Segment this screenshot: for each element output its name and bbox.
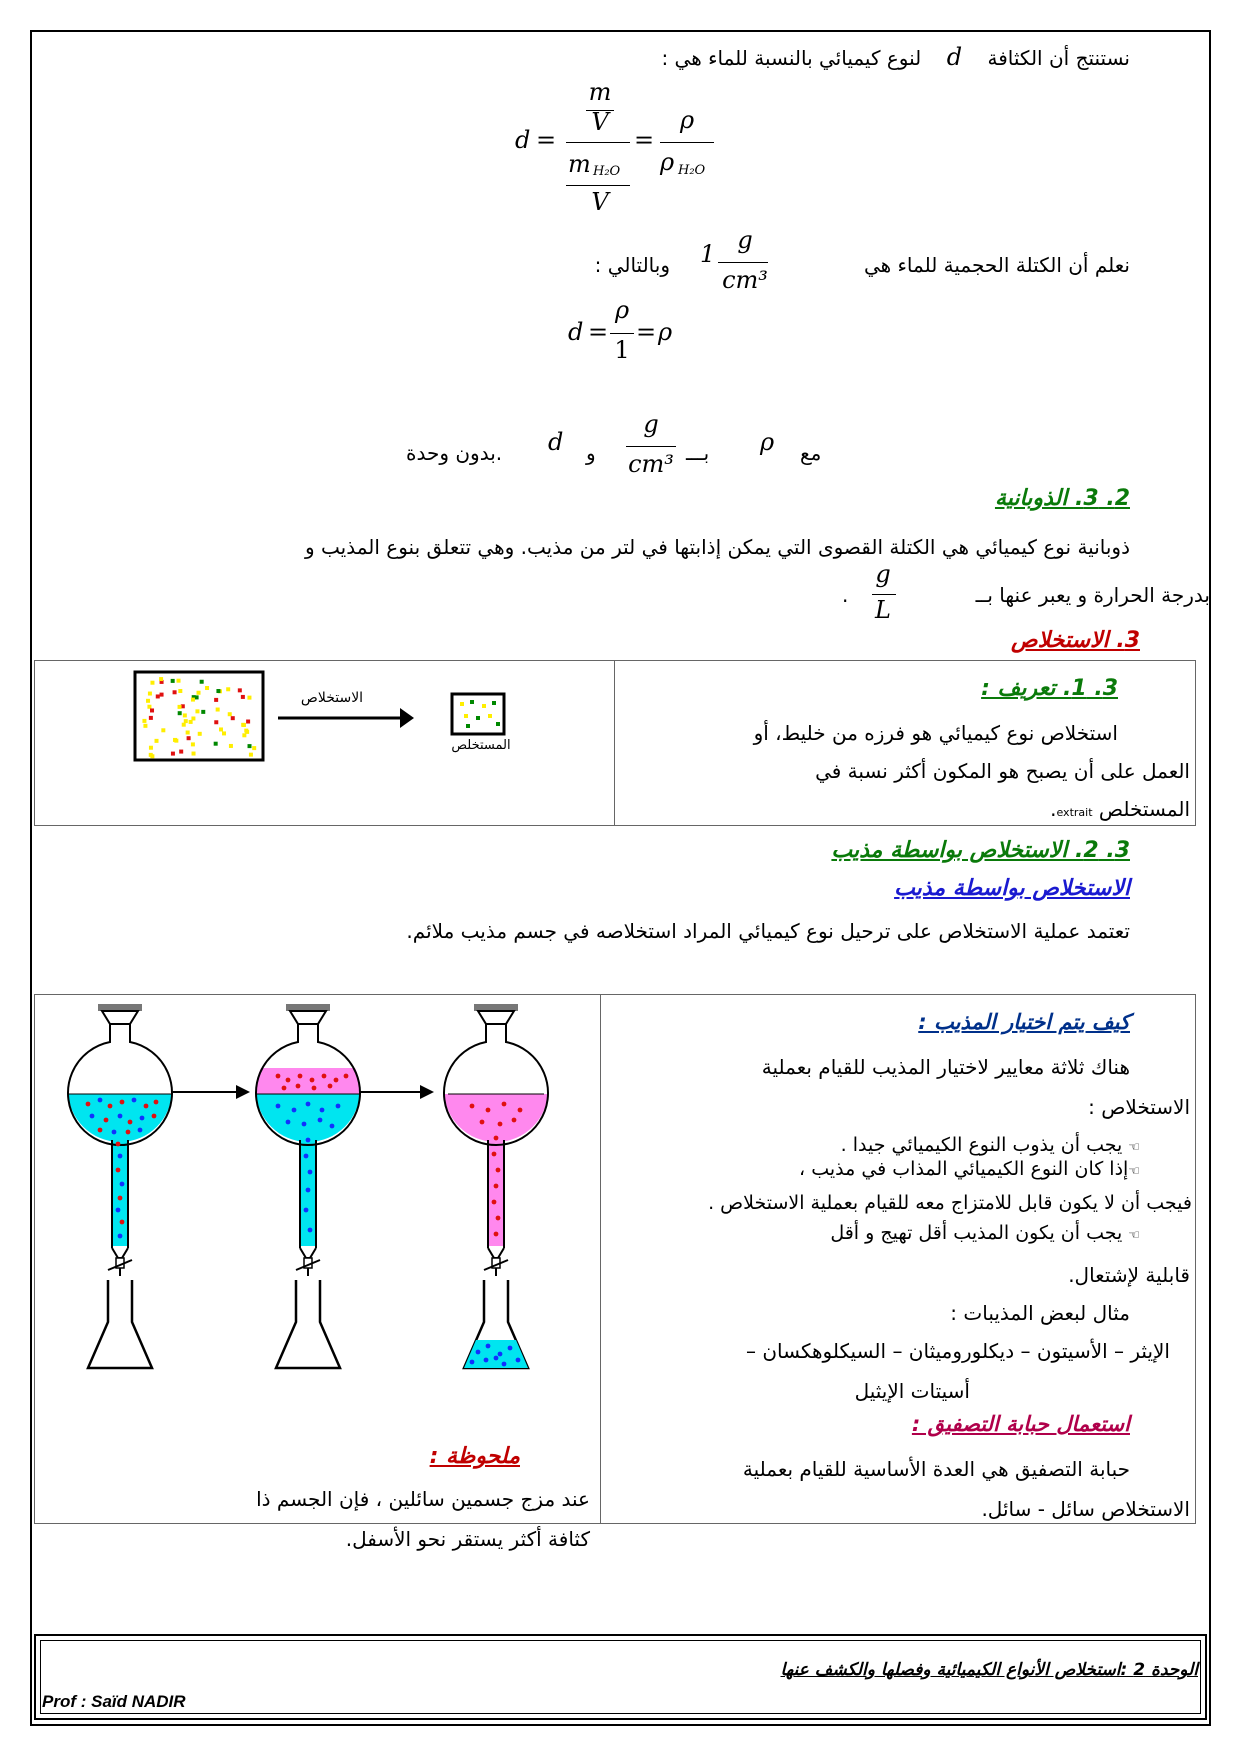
diagram-arrow-label: الاستخلاص: [300, 690, 364, 706]
simplified-rho-num: ρ: [614, 296, 630, 324]
formula-eq1: =: [536, 126, 557, 154]
particle: [177, 679, 181, 683]
molecule: [104, 1118, 109, 1123]
particle: [229, 744, 233, 748]
particle: [142, 719, 146, 723]
particle: [187, 736, 191, 740]
molecule: [116, 1142, 121, 1147]
molecule: [480, 1120, 485, 1125]
funnels-group: [68, 1004, 548, 1368]
criterion-2: [610, 1158, 1140, 1183]
particle: [464, 714, 468, 718]
particle: [228, 712, 232, 716]
formula-V: V: [591, 108, 609, 136]
criterion-3: [610, 1222, 1140, 1247]
molecule: [492, 1152, 497, 1157]
molecule: [98, 1098, 103, 1103]
extraction-diagram: [120, 664, 540, 774]
arrowhead-icon: [420, 1085, 434, 1099]
molecule: [298, 1074, 303, 1079]
formula-rho: ρ: [679, 106, 695, 134]
particle: [155, 739, 159, 743]
formula-V2: V: [591, 188, 609, 216]
particle: [173, 690, 177, 694]
criterion-3-cont: قابلية لإشتعال.: [1068, 1263, 1190, 1287]
examples-title: مثال لبعض المذيبات :: [950, 1301, 1130, 1325]
sol-unit-L: L: [875, 596, 891, 624]
molecule: [330, 1124, 335, 1129]
formula-eq2: =: [634, 126, 655, 154]
solvent-choice-intro2: الاستخلاص :: [1088, 1095, 1190, 1119]
molecule: [486, 1344, 491, 1349]
molecule: [318, 1118, 323, 1123]
molecule: [334, 1078, 339, 1083]
molecule: [98, 1128, 103, 1133]
molecule: [118, 1154, 123, 1159]
solvent-extraction-text: تعتمد عملية الاستخلاص على ترحيل نوع كيميائي المراد استخلاصه في جسم مذيب ملائم.: [406, 919, 1130, 943]
particle: [226, 687, 230, 691]
extrait-dot: .: [1050, 797, 1057, 821]
molecule: [86, 1102, 91, 1107]
molecule: [508, 1346, 513, 1351]
separatory-funnel: [256, 1004, 360, 1368]
particle: [241, 695, 245, 699]
molecule: [138, 1128, 143, 1133]
solvent-choice-intro1: هناك ثلاثة معايير لاختيار المذيب للقيام بعملية: [761, 1055, 1130, 1079]
simplified-one: 1: [614, 336, 630, 364]
particle: [460, 702, 464, 706]
solubility-line2: بدرجة الحرارة و يعبر عنها بــ: [975, 583, 1210, 607]
molecule: [320, 1108, 325, 1113]
pointing-hand-icon: ☜: [1128, 1140, 1140, 1155]
molecule: [494, 1136, 499, 1141]
molecule: [292, 1108, 297, 1113]
molecule: [496, 1216, 501, 1221]
particle: [247, 696, 251, 700]
definition-line3: [620, 790, 1190, 832]
note-line2: كثافة أكثر يستقر نحو الأسفل.: [345, 1527, 590, 1551]
units-rho: ρ: [760, 428, 775, 456]
molecule: [116, 1208, 121, 1213]
mixture-box: [135, 672, 263, 760]
particle: [205, 686, 209, 690]
particle: [242, 733, 246, 737]
molecule: [144, 1104, 149, 1109]
molecule: [502, 1102, 507, 1107]
molecule: [140, 1116, 145, 1121]
definition-table-divider: [614, 660, 615, 826]
molecule: [120, 1182, 125, 1187]
molecule: [304, 1154, 309, 1159]
definition-line1: استخلاص نوع كيميائي هو فرزه من خليط، أو: [753, 721, 1118, 745]
particle: [186, 730, 190, 734]
water-density-label: نعلم أن الكتلة الحجمية للماء هي: [863, 253, 1130, 277]
molecule: [494, 1184, 499, 1189]
particle: [149, 753, 153, 757]
molecule: [108, 1104, 113, 1109]
particle: [201, 710, 205, 714]
molecule: [308, 1228, 313, 1233]
particle: [248, 744, 252, 748]
particle: [161, 728, 165, 732]
molecule: [336, 1104, 341, 1109]
molecule: [498, 1352, 503, 1357]
examples-line2: أسيتات الإيثيل: [854, 1379, 970, 1403]
solubility-heading: 2. 3. الذوبانية: [994, 486, 1130, 511]
molecule: [494, 1356, 499, 1361]
criterion-2-text: إذا كان النوع الكيميائي المذاب في مذيب ،: [799, 1158, 1129, 1180]
particle: [476, 716, 480, 720]
particle: [482, 704, 486, 708]
density-intro-rest: لنوع كيميائي بالنسبة للماء هي :: [661, 46, 922, 70]
simplified-d: d: [568, 318, 584, 346]
molecule: [498, 1122, 503, 1127]
molecule: [112, 1130, 117, 1135]
particle: [171, 752, 175, 756]
simplified-eq2: =: [636, 318, 657, 346]
particle: [178, 705, 182, 709]
simplified-eq1: =: [588, 318, 609, 346]
molecule: [516, 1358, 521, 1363]
molecule: [308, 1170, 313, 1175]
molecule: [496, 1168, 501, 1173]
molecule: [344, 1074, 349, 1079]
molecule: [492, 1200, 497, 1205]
note-heading: ملحوظة :: [429, 1444, 520, 1469]
molecule: [304, 1208, 309, 1213]
funnel-line2: الاستخلاص سائل - سائل.: [981, 1497, 1190, 1521]
formula-rho-h2o-sub: H₂O: [678, 163, 706, 178]
molecule: [276, 1074, 281, 1079]
note-line1: عند مزج جسمين سائلين ، فإن الجسم ذا: [256, 1487, 590, 1511]
molecule: [116, 1168, 121, 1173]
particle: [183, 713, 187, 717]
particle: [488, 714, 492, 718]
particle: [182, 723, 186, 727]
particle: [184, 719, 188, 723]
molecule: [120, 1220, 125, 1225]
density-intro-text: نستنتج أن الكثافة: [987, 46, 1130, 70]
molecule: [518, 1108, 523, 1113]
particle: [238, 688, 242, 692]
funnel-line1: حبابة التصفيق هي العدة الأساسية للقيام بعملية: [742, 1457, 1130, 1481]
molecule: [154, 1100, 159, 1105]
particle: [149, 716, 153, 720]
extraction-heading: 3. الاستخلاص: [1011, 628, 1140, 653]
and-text: و: [586, 441, 596, 465]
molecule: [512, 1118, 517, 1123]
solubility-end-dot: .: [842, 583, 849, 607]
molecule: [90, 1114, 95, 1119]
particle: [143, 724, 147, 728]
molecule: [486, 1108, 491, 1113]
extract-box: [452, 694, 504, 734]
molecule: [286, 1120, 291, 1125]
molecule: [306, 1102, 311, 1107]
funnel-heading: استعمال حبابة التصفيق :: [911, 1412, 1130, 1436]
molecule: [118, 1114, 123, 1119]
diagram-result-label: المستخلص: [451, 738, 511, 753]
formula-m-h2o: m: [568, 150, 591, 178]
particle: [148, 692, 152, 696]
particle: [189, 720, 193, 724]
particle: [178, 711, 182, 715]
molecule: [306, 1188, 311, 1193]
molecule: [484, 1358, 489, 1363]
molecule: [276, 1104, 281, 1109]
solvent-extraction-heading: 3. 2. الاستخلاص بواسطة مذيب: [831, 838, 1130, 863]
arrowhead-icon: [236, 1085, 250, 1099]
particle: [249, 753, 253, 757]
criterion-1-text: يجب أن يذوب النوع الكيميائي جيدا .: [840, 1134, 1123, 1156]
one-value: 1: [700, 240, 716, 268]
particle: [197, 691, 201, 695]
units-g: g: [643, 410, 659, 438]
molecule: [312, 1086, 317, 1091]
particle: [466, 724, 470, 728]
particle: [147, 705, 151, 709]
with-unit-text: بـــ: [686, 441, 710, 465]
unitless-text: بدون وحدة.: [406, 441, 503, 465]
solubility-line1: ذوبانية نوع كيميائي هي الكتلة القصوى التي يمكن إذابتها في لتر من مذيب. وهي تتعلق بنوع المذيب و: [305, 535, 1130, 559]
formula-rho-h2o: ρ: [660, 148, 675, 176]
particle: [246, 720, 250, 724]
simplified-rho: ρ: [658, 318, 673, 346]
solvent-choice-heading: كيف يتم اختيار المذيب :: [918, 1010, 1130, 1034]
symbol-d: d: [946, 43, 963, 71]
molecule: [118, 1196, 123, 1201]
unit-g: g: [737, 226, 753, 254]
solvent-table-divider: [600, 994, 601, 1524]
molecule: [306, 1138, 311, 1143]
particle: [241, 723, 245, 727]
particle: [216, 689, 220, 693]
particle: [174, 739, 178, 743]
particle: [179, 750, 183, 754]
with-text: مع: [800, 441, 822, 465]
particle: [191, 716, 195, 720]
particle: [231, 716, 235, 720]
molecule: [502, 1362, 507, 1367]
molecule: [286, 1078, 291, 1083]
footer-prof: Prof : Saïd NADIR: [42, 1692, 186, 1711]
particle: [178, 689, 182, 693]
definition-heading: 3. 1. تعريف :: [981, 676, 1118, 701]
molecule: [476, 1350, 481, 1355]
molecule: [470, 1104, 475, 1109]
criterion-3-text: يجب أن يكون المذيب أقل تهيج و أقل: [830, 1222, 1123, 1244]
particle: [195, 709, 199, 713]
formula-h2o-sub: H₂O: [593, 164, 621, 179]
separatory-funnel: [68, 1004, 172, 1368]
molecule: [494, 1232, 499, 1237]
units-d: d: [548, 428, 564, 456]
particle: [150, 681, 154, 685]
extraction-arrowhead: [400, 708, 414, 728]
particle: [192, 752, 196, 756]
particle: [219, 727, 223, 731]
molecule: [328, 1084, 333, 1089]
particle: [191, 698, 195, 702]
particle: [214, 742, 218, 746]
molecule: [282, 1086, 287, 1091]
particle: [470, 700, 474, 704]
formula-m: m: [588, 78, 612, 106]
particle: [191, 742, 195, 746]
molecule: [128, 1120, 133, 1125]
extrait-arabic: المستخلص: [1098, 797, 1190, 821]
particle: [492, 701, 496, 705]
density-intro: [400, 38, 1130, 77]
criterion-2-cont: فيجب أن لا يكون قابل للامتزاج معه للقيام بعملية الاستخلاص .: [708, 1192, 1192, 1214]
separatory-funnels-diagram: [50, 1000, 590, 1430]
particle: [214, 698, 218, 702]
therefore-text: وبالتالي :: [594, 253, 670, 277]
pointing-hand-icon: ☜: [1128, 1228, 1140, 1243]
molecule: [126, 1130, 131, 1135]
molecule: [118, 1234, 123, 1239]
particle: [156, 694, 160, 698]
molecule: [470, 1360, 475, 1365]
particle: [159, 677, 163, 681]
sol-unit-g: g: [875, 560, 891, 588]
solvent-extraction-subheading: الاستخلاص بواسطة مذيب: [894, 876, 1130, 901]
particle: [222, 731, 226, 735]
molecule: [302, 1122, 307, 1127]
particle: [150, 708, 154, 712]
unit-cm3: cm³: [722, 266, 768, 294]
particle: [146, 699, 150, 703]
particle: [171, 679, 175, 683]
formula-d: d: [515, 126, 531, 154]
separatory-funnel: [444, 1004, 548, 1368]
molecule: [322, 1074, 327, 1079]
particle: [200, 680, 204, 684]
particle: [252, 746, 256, 750]
molecule: [310, 1078, 315, 1083]
definition-line2: العمل على أن يصبح هو المكون أكثر نسبة في: [815, 759, 1190, 783]
examples-line1: الإيثر – الأسيتون – ديكلوروميثان – السيكلوهكسان –: [745, 1339, 1170, 1363]
extrait-french: extrait: [1056, 806, 1093, 819]
particle: [198, 732, 202, 736]
criterion-1: [610, 1134, 1140, 1159]
particle: [496, 722, 500, 726]
particle: [149, 746, 153, 750]
molecule: [296, 1084, 301, 1089]
particle: [216, 708, 220, 712]
pointing-hand-icon: ☜: [1128, 1164, 1140, 1179]
molecule: [152, 1114, 157, 1119]
footer-unit: الوحدة 2 :استخلاص الأنواع الكيميائية وفصلها والكشف عنها: [780, 1660, 1198, 1680]
particle: [160, 693, 164, 697]
units-cm3: cm³: [628, 450, 674, 478]
particle: [245, 730, 249, 734]
molecule: [120, 1100, 125, 1105]
particle: [214, 720, 218, 724]
molecule: [132, 1098, 137, 1103]
particle: [195, 695, 199, 699]
